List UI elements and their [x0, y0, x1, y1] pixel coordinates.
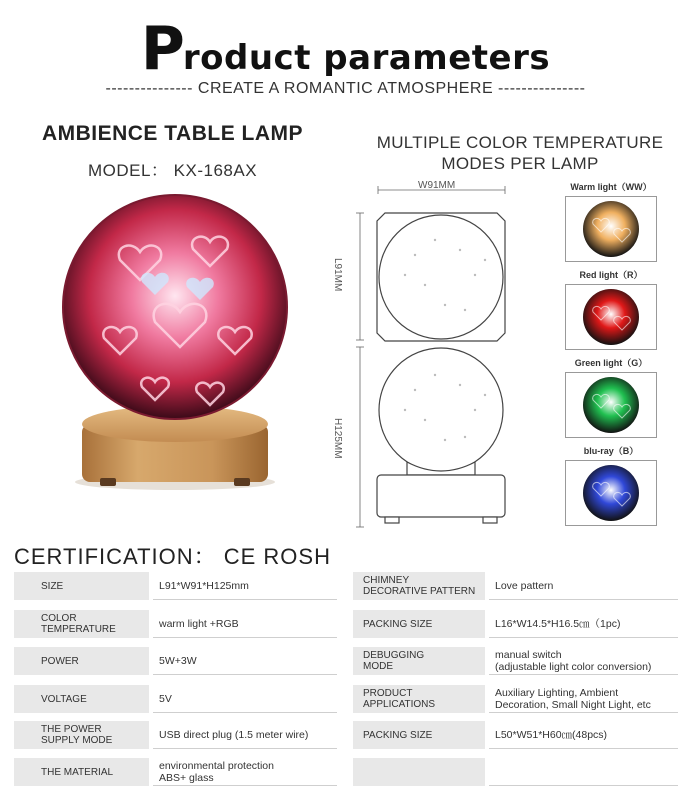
spec-label: COLOR TEMPERATURE [14, 610, 149, 638]
spec-value: Love pattern [489, 572, 678, 600]
mode-globe [566, 285, 656, 349]
mode-swatch-warm [565, 196, 657, 262]
spec-value: 5W+3W [153, 647, 337, 675]
spec-row [14, 610, 678, 638]
mode-label-green: Green light（G） [574, 358, 648, 368]
mode-swatch-red [565, 284, 657, 350]
spec-row [14, 685, 678, 713]
lamp-photo [60, 182, 290, 502]
mode-swatch-blue [565, 460, 657, 526]
mode-globe [566, 461, 656, 525]
spec-label: VOLTAGE [14, 685, 149, 713]
spec-value: Auxiliary Lighting, Ambient Decoration, Small Night Light, etc [489, 685, 678, 713]
length-dimension: L91MM [332, 258, 343, 292]
product-name: AMBIENCE TABLE LAMP [41, 122, 304, 145]
spec-label: SIZE [14, 572, 149, 600]
spec-row [14, 647, 678, 675]
modes-title: MULTIPLE COLOR TEMPERATURE MODES PER LAMP [376, 133, 664, 173]
height-dimension: H125MM [332, 418, 343, 459]
spec-row [14, 572, 678, 600]
spec-label: THE POWER SUPPLY MODE [14, 721, 149, 749]
spec-value: environmental protection ABS+ glass [153, 758, 337, 786]
spec-value: L91*W91*H125mm [153, 572, 337, 600]
width-dimension: W91MM [418, 180, 456, 191]
spec-value: L50*W51*H60㎝(48pcs) [489, 721, 678, 749]
mode-globe [566, 373, 656, 437]
spec-value [489, 758, 678, 786]
title-rest: roduct parameters [182, 38, 551, 78]
spec-label [353, 758, 485, 786]
spec-label: PACKING SIZE [353, 721, 485, 749]
spec-label: PRODUCT APPLICATIONS [353, 685, 485, 713]
spec-label: PACKING SIZE [353, 610, 485, 638]
spec-label: POWER [14, 647, 149, 675]
spec-row [14, 758, 678, 786]
spec-row [14, 721, 678, 749]
dimension-diagram [345, 175, 535, 530]
page-title [0, 14, 691, 84]
subtitle: --------------- CREATE A ROMANTIC ATMOSPHERE --------------- [105, 80, 586, 97]
product-model: MODEL： KX-168AX [87, 161, 258, 180]
spec-label: CHIMNEY DECORATIVE PATTERN [353, 572, 485, 600]
spec-value: 5V [153, 685, 337, 713]
certification: CERTIFICATION： CE ROSH [14, 544, 331, 569]
mode-swatch-green [565, 372, 657, 438]
spec-value: manual switch (adjustable light color conversion) [489, 647, 678, 675]
spec-label: DEBUGGING MODE [353, 647, 485, 675]
mode-label-warm: Warm light（WW） [570, 182, 652, 192]
title-initial: P [140, 14, 183, 84]
spec-value: warm light +RGB [153, 610, 337, 638]
spec-value: USB direct plug (1.5 meter wire) [153, 721, 337, 749]
spec-value: L16*W14.5*H16.5㎝（1pc) [489, 610, 678, 638]
spec-label: THE MATERIAL [14, 758, 149, 786]
mode-label-blue: blu-ray（B） [583, 446, 639, 456]
mode-globe [566, 197, 656, 261]
mode-label-red: Red light（R） [579, 270, 643, 280]
